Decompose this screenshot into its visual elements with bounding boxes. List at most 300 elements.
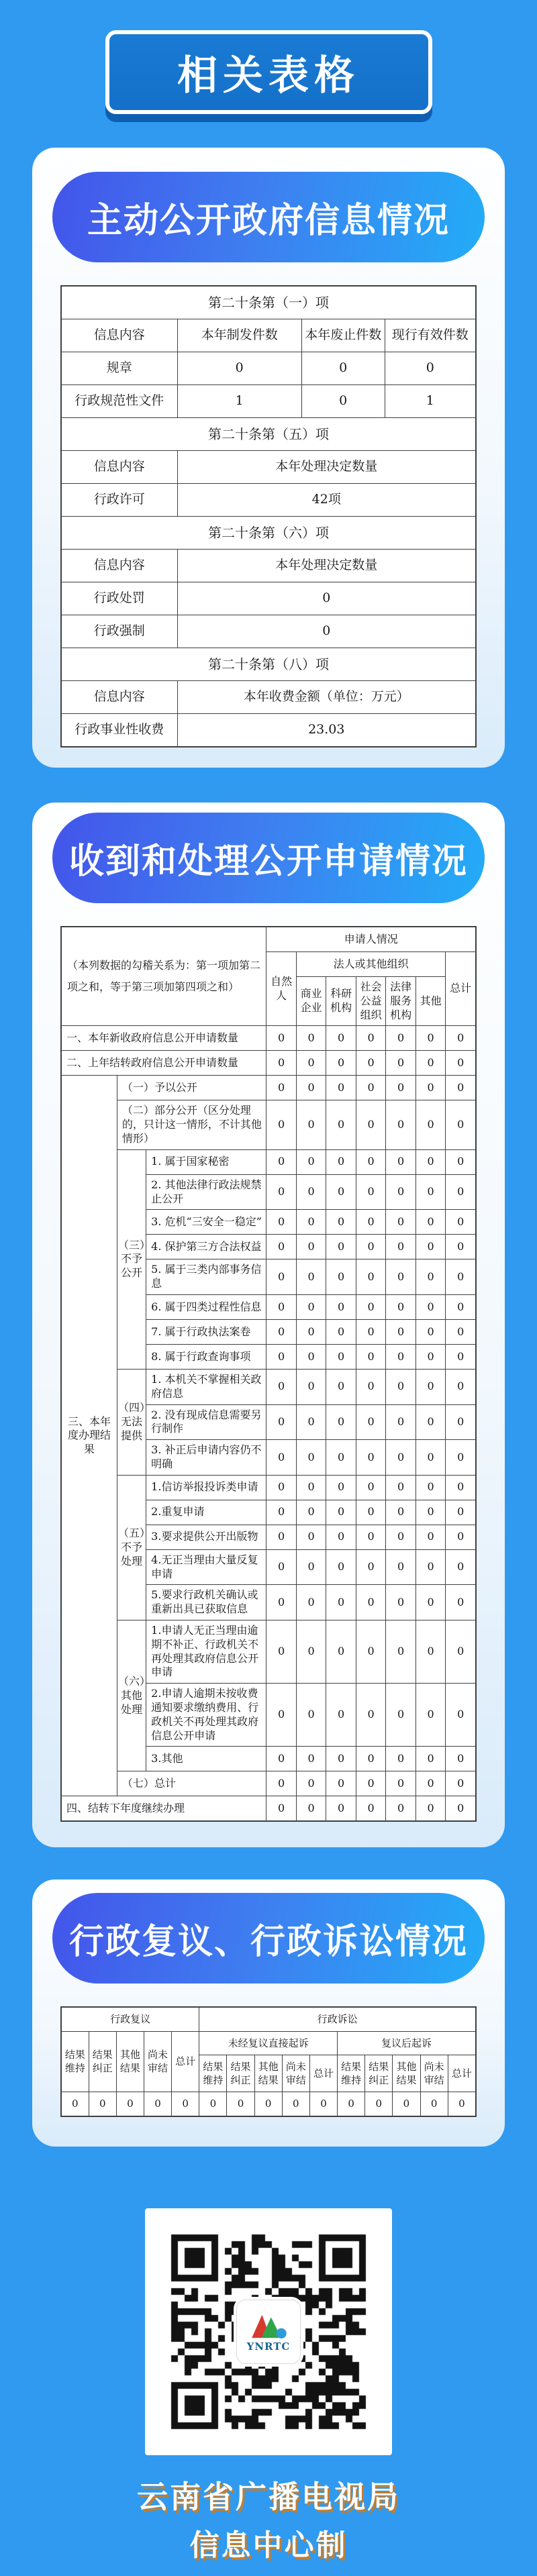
label-cell: 5. 属于三类内部事务信息 xyxy=(146,1259,266,1295)
label-cell: 7. 属于行政执法案卷 xyxy=(146,1319,266,1344)
value-cell: 0 xyxy=(416,1525,445,1549)
value-cell: 0 xyxy=(296,1259,326,1295)
value-cell: 0 xyxy=(386,1620,416,1683)
qr-code-box xyxy=(145,2208,392,2455)
value-cell: 0 xyxy=(386,1051,416,1076)
table-row xyxy=(61,319,476,352)
value-cell: 0 xyxy=(416,1475,445,1500)
value-cell: 0 xyxy=(326,1549,356,1585)
value-cell: 0 xyxy=(326,1149,356,1174)
value-cell: 0 xyxy=(420,2092,448,2116)
value-cell: 0 xyxy=(296,1235,326,1259)
value-cell: 0 xyxy=(446,1294,476,1319)
value-cell: 0 xyxy=(326,1076,356,1100)
value-cell: 0 xyxy=(356,1475,385,1500)
header-cell: 行政诉讼 xyxy=(199,2007,476,2031)
value-cell: 0 xyxy=(266,1174,296,1210)
header-cell: 本年处理决定数量 xyxy=(177,451,476,484)
label-cell: 行政强制 xyxy=(61,615,177,648)
section-review-litigation xyxy=(32,1879,505,2146)
value-cell: 0 xyxy=(446,1796,476,1822)
header-cell: 本年废止件数 xyxy=(301,319,385,352)
value-cell: 0 xyxy=(301,352,385,385)
value-cell: 0 xyxy=(326,1525,356,1549)
value-cell: 0 xyxy=(266,1319,296,1344)
value-cell: 0 xyxy=(356,1620,385,1683)
value-cell: 0 xyxy=(386,1235,416,1259)
header-cell: 法律服务机构 xyxy=(386,977,416,1026)
table-row xyxy=(61,615,476,648)
value-cell: 0 xyxy=(416,1500,445,1525)
value-cell: 0 xyxy=(296,1174,326,1210)
value-cell: 0 xyxy=(446,1259,476,1295)
table-row xyxy=(61,1149,476,1174)
value-cell: 0 xyxy=(446,1235,476,1259)
value-cell: 0 xyxy=(266,1475,296,1500)
label-cell: （二）部分公开（区分处理的，只计这一情形，不计其他情形） xyxy=(117,1100,266,1149)
value-cell: 0 xyxy=(416,1344,445,1369)
value-cell: 0 xyxy=(416,1585,445,1620)
value-cell: 0 xyxy=(416,1549,445,1585)
header-cell: 结果维持 xyxy=(199,2055,227,2092)
value-cell: 0 xyxy=(365,2092,393,2116)
value-cell: 0 xyxy=(356,1100,385,1149)
header-cell: 第二十条第（六）项 xyxy=(61,517,476,550)
value-cell: 0 xyxy=(296,1149,326,1174)
value-cell: 0 xyxy=(356,1440,385,1476)
value-cell: 0 xyxy=(266,1500,296,1525)
value-cell: 0 xyxy=(296,1771,326,1796)
value-cell: 0 xyxy=(356,1076,385,1100)
label-cell: 4. 保护第三方合法权益 xyxy=(146,1235,266,1259)
value-cell: 0 xyxy=(386,1344,416,1369)
value-cell: 0 xyxy=(393,2092,420,2116)
value-cell: 0 xyxy=(446,1369,476,1404)
value-cell: 0 xyxy=(385,352,476,385)
label-cell: 二、上年结转政府信息公开申请数量 xyxy=(61,1051,266,1076)
value-cell: 0 xyxy=(386,1026,416,1051)
value-cell: 0 xyxy=(416,1210,445,1235)
table-row xyxy=(61,2031,476,2055)
value-cell: 0 xyxy=(356,1525,385,1549)
header-cell: 第二十条第（一）项 xyxy=(61,286,476,319)
value-cell: 0 xyxy=(416,1174,445,1210)
value-cell: 23.03 xyxy=(177,714,476,748)
value-cell: 0 xyxy=(301,385,385,418)
value-cell: 0 xyxy=(446,1404,476,1440)
value-cell: 0 xyxy=(416,1076,445,1100)
label-cell: 1.申请人无正当理由逾期不补正、行政机关不再处理其政府信息公开申请 xyxy=(146,1620,266,1683)
value-cell: 0 xyxy=(296,1747,326,1771)
value-cell: 0 xyxy=(356,1684,385,1747)
value-cell: 0 xyxy=(386,1369,416,1404)
table-review-litigation xyxy=(52,2006,485,2116)
table-row xyxy=(61,550,476,582)
value-cell: 0 xyxy=(356,1026,385,1051)
value-cell: 0 xyxy=(266,1440,296,1476)
table-row xyxy=(61,2007,476,2031)
value-cell: 1 xyxy=(385,385,476,418)
value-cell: 0 xyxy=(266,1404,296,1440)
label-cell: 3.要求提供公开出版物 xyxy=(146,1525,266,1549)
value-cell: 0 xyxy=(326,1585,356,1620)
value-cell: 0 xyxy=(356,1747,385,1771)
value-cell: 0 xyxy=(446,1051,476,1076)
value-cell: 0 xyxy=(386,1475,416,1500)
label-cell: 3. 危机“三安全一稳定” xyxy=(146,1210,266,1235)
section-heading-proactive-disclosure: 主动公开政府信息情况 xyxy=(52,172,485,262)
value-cell: 0 xyxy=(326,1404,356,1440)
section-proactive-disclosure xyxy=(32,148,505,768)
value-cell: 0 xyxy=(386,1210,416,1235)
value-cell: 0 xyxy=(446,1525,476,1549)
table-row xyxy=(61,352,476,385)
value-cell: 0 xyxy=(326,1026,356,1051)
value-cell: 0 xyxy=(296,1051,326,1076)
header-cell: 其他 xyxy=(416,977,445,1026)
header-cell: 结果纠正 xyxy=(227,2055,254,2092)
value-cell: 0 xyxy=(386,1771,416,1796)
label-cell: 8. 属于行政查询事项 xyxy=(146,1344,266,1369)
value-cell: 0 xyxy=(446,1210,476,1235)
table-row xyxy=(61,927,476,952)
table-row xyxy=(61,1100,476,1149)
value-cell: 0 xyxy=(199,2092,227,2116)
header-cell: 行政复议 xyxy=(61,2007,199,2031)
value-cell: 0 xyxy=(172,2092,199,2116)
value-cell: 0 xyxy=(386,1796,416,1822)
table-row xyxy=(61,451,476,484)
value-cell: 0 xyxy=(266,1259,296,1295)
table-proactive-disclosure xyxy=(52,285,485,748)
header-cell: 法人或其他组织 xyxy=(296,952,445,977)
value-cell: 0 xyxy=(177,352,301,385)
value-cell: 0 xyxy=(356,1404,385,1440)
header-cell: 尚未审结 xyxy=(420,2055,448,2092)
label-cell: 1.信访举报投诉类申请 xyxy=(146,1475,266,1500)
value-cell: 0 xyxy=(326,1259,356,1295)
value-cell: 0 xyxy=(416,1026,445,1051)
label-cell: 行政规范性文件 xyxy=(61,385,177,418)
value-cell: 0 xyxy=(266,1076,296,1100)
value-cell: 0 xyxy=(386,1259,416,1295)
label-cell: 2. 其他法律行政法规禁止公开 xyxy=(146,1174,266,1210)
table-application-handling xyxy=(52,926,485,1822)
label-cell: 2. 没有现成信息需要另行制作 xyxy=(146,1404,266,1440)
value-cell: 0 xyxy=(227,2092,254,2116)
label-cell: 1. 属于国家秘密 xyxy=(146,1149,266,1174)
header-cell: 复议后起诉 xyxy=(338,2031,476,2055)
footer-line2: 信息中心制 xyxy=(189,2528,348,2563)
value-cell: 0 xyxy=(326,1369,356,1404)
value-cell: 0 xyxy=(416,1796,445,1822)
header-cell: 其他结果 xyxy=(393,2055,420,2092)
label-cell: 1. 本机关不掌握相关政府信息 xyxy=(146,1369,266,1404)
header-cell: 本年收费金额（单位：万元） xyxy=(177,681,476,714)
value-cell: 0 xyxy=(266,1684,296,1747)
header-cell: 第二十条第（八）项 xyxy=(61,648,476,681)
value-cell: 0 xyxy=(177,582,476,615)
header-cell: 总计 xyxy=(446,952,476,1026)
value-cell: 0 xyxy=(296,1100,326,1149)
header-cell: 信息内容 xyxy=(61,681,177,714)
value-cell: 0 xyxy=(266,1369,296,1404)
qr-logo-text: YNRTC xyxy=(246,2340,291,2353)
value-cell: 0 xyxy=(386,1549,416,1585)
value-cell: 0 xyxy=(61,2092,89,2116)
value-cell: 0 xyxy=(177,615,476,648)
value-cell: 0 xyxy=(326,1319,356,1344)
header-cell: 尚未审结 xyxy=(144,2031,171,2092)
value-cell: 0 xyxy=(416,1620,445,1683)
label-cell: 行政许可 xyxy=(61,484,177,517)
value-cell: 0 xyxy=(296,1796,326,1822)
value-cell: 0 xyxy=(296,1344,326,1369)
value-cell: 0 xyxy=(326,1051,356,1076)
value-cell: 0 xyxy=(386,1500,416,1525)
label-cell: 2.申请人逾期未按收费通知要求缴纳费用、行政机关不再处理其政府信息公开申请 xyxy=(146,1684,266,1747)
value-cell: 0 xyxy=(326,1771,356,1796)
table-row xyxy=(61,385,476,418)
value-cell: 0 xyxy=(266,1026,296,1051)
value-cell: 0 xyxy=(296,1620,326,1683)
table-row xyxy=(61,1796,476,1822)
value-cell: 0 xyxy=(446,1026,476,1051)
value-cell: 0 xyxy=(254,2092,282,2116)
value-cell: 0 xyxy=(356,1344,385,1369)
header-cell: 信息内容 xyxy=(61,319,177,352)
value-cell: 0 xyxy=(446,1174,476,1210)
value-cell: 0 xyxy=(266,1771,296,1796)
value-cell: 0 xyxy=(356,1585,385,1620)
value-cell: 0 xyxy=(296,1294,326,1319)
label-cell: 三、本年度办理结果 xyxy=(61,1076,117,1796)
header-cell: 申请人情况 xyxy=(266,927,476,952)
header-cell: 社会公益组织 xyxy=(356,977,385,1026)
value-cell: 0 xyxy=(326,1100,356,1149)
table-row xyxy=(61,286,476,319)
label-cell: 3.其他 xyxy=(146,1747,266,1771)
value-cell: 0 xyxy=(386,1525,416,1549)
label-cell: 3. 补正后申请内容仍不明确 xyxy=(146,1440,266,1476)
value-cell: 0 xyxy=(326,1440,356,1476)
value-cell: 0 xyxy=(416,1440,445,1476)
value-cell: 0 xyxy=(326,1475,356,1500)
header-cell: 自然人 xyxy=(266,952,296,1026)
value-cell: 0 xyxy=(416,1684,445,1747)
value-cell: 0 xyxy=(446,1076,476,1100)
value-cell: 0 xyxy=(309,2092,337,2116)
report-table xyxy=(60,2006,477,2116)
table-row xyxy=(61,582,476,615)
value-cell: 0 xyxy=(296,1475,326,1500)
value-cell: 0 xyxy=(386,1174,416,1210)
header-cell: 总计 xyxy=(448,2055,476,2092)
value-cell: 0 xyxy=(446,1319,476,1344)
label-cell: 规章 xyxy=(61,352,177,385)
value-cell: 0 xyxy=(416,1051,445,1076)
value-cell: 0 xyxy=(266,1796,296,1822)
value-cell: 0 xyxy=(416,1149,445,1174)
value-cell: 0 xyxy=(416,1404,445,1440)
value-cell: 0 xyxy=(326,1684,356,1747)
value-cell: 0 xyxy=(326,1235,356,1259)
value-cell: 0 xyxy=(416,1771,445,1796)
value-cell: 0 xyxy=(266,1051,296,1076)
table-row xyxy=(61,1051,476,1076)
value-cell: 0 xyxy=(282,2092,309,2116)
value-cell: 0 xyxy=(266,1525,296,1549)
section-application-handling xyxy=(32,803,505,1847)
value-cell: 0 xyxy=(326,1294,356,1319)
value-cell: 0 xyxy=(326,1747,356,1771)
table-row xyxy=(61,1771,476,1796)
table-row xyxy=(61,1475,476,1500)
report-table xyxy=(60,926,477,1822)
value-cell: 0 xyxy=(416,1294,445,1319)
value-cell: 0 xyxy=(296,1026,326,1051)
value-cell: 0 xyxy=(446,1620,476,1683)
header-cell: 信息内容 xyxy=(61,550,177,582)
value-cell: 0 xyxy=(446,1100,476,1149)
value-cell: 0 xyxy=(356,1796,385,1822)
table-row xyxy=(61,1026,476,1051)
value-cell: 0 xyxy=(446,1500,476,1525)
value-cell: 0 xyxy=(356,1294,385,1319)
value-cell: 0 xyxy=(446,1585,476,1620)
table-row xyxy=(61,1369,476,1404)
value-cell: 0 xyxy=(386,1100,416,1149)
report-table xyxy=(60,285,477,748)
table-row xyxy=(61,484,476,517)
label-cell: （本列数据的勾稽关系为：第一项加第二项之和，等于第三项加第四项之和） xyxy=(61,927,266,1026)
label-cell: 5.要求行政机关确认或重新出具已获取信息 xyxy=(146,1585,266,1620)
header-cell: 未经复议直接起诉 xyxy=(199,2031,338,2055)
value-cell: 42项 xyxy=(177,484,476,517)
value-cell: 0 xyxy=(386,1149,416,1174)
value-cell: 0 xyxy=(356,1259,385,1295)
value-cell: 0 xyxy=(266,1149,296,1174)
header-cell: 结果纠正 xyxy=(365,2055,393,2092)
value-cell: 0 xyxy=(446,1149,476,1174)
value-cell: 0 xyxy=(266,1210,296,1235)
value-cell: 0 xyxy=(416,1319,445,1344)
value-cell: 0 xyxy=(326,1500,356,1525)
label-cell: 一、本年新收政府信息公开申请数量 xyxy=(61,1026,266,1051)
value-cell: 1 xyxy=(177,385,301,418)
value-cell: 0 xyxy=(356,1210,385,1235)
page-title-plaque xyxy=(105,30,432,114)
value-cell: 0 xyxy=(416,1100,445,1149)
footer-credit xyxy=(0,2473,537,2564)
value-cell: 0 xyxy=(326,1620,356,1683)
value-cell: 0 xyxy=(356,1500,385,1525)
value-cell: 0 xyxy=(416,1369,445,1404)
table-row xyxy=(61,648,476,681)
value-cell: 0 xyxy=(296,1585,326,1620)
header-cell: 本年处理决定数量 xyxy=(177,550,476,582)
table-row xyxy=(61,2092,476,2116)
value-cell: 0 xyxy=(266,1100,296,1149)
footer-line1: 云南省广播电视局 xyxy=(137,2478,400,2515)
value-cell: 0 xyxy=(89,2092,116,2116)
value-cell: 0 xyxy=(386,1684,416,1747)
broadcaster-logo-icon xyxy=(249,2311,288,2339)
table-row xyxy=(61,1076,476,1100)
header-cell: 本年制发件数 xyxy=(177,319,301,352)
qr-center-logo xyxy=(236,2300,301,2364)
value-cell: 0 xyxy=(446,1475,476,1500)
value-cell: 0 xyxy=(296,1549,326,1585)
section-heading-application-handling: 收到和处理公开申请情况 xyxy=(52,813,485,903)
value-cell: 0 xyxy=(296,1525,326,1549)
value-cell: 0 xyxy=(296,1319,326,1344)
value-cell: 0 xyxy=(446,1549,476,1585)
value-cell: 0 xyxy=(386,1747,416,1771)
value-cell: 0 xyxy=(266,1585,296,1620)
label-cell: 行政事业性收费 xyxy=(61,714,177,748)
table-row xyxy=(61,1620,476,1683)
table-row xyxy=(61,681,476,714)
label-cell: 四、结转下年度继续办理 xyxy=(61,1796,266,1822)
value-cell: 0 xyxy=(296,1210,326,1235)
value-cell: 0 xyxy=(326,1796,356,1822)
label-cell: （六）其他处理 xyxy=(117,1620,146,1771)
header-cell: 总计 xyxy=(309,2055,337,2092)
value-cell: 0 xyxy=(446,1771,476,1796)
table-row xyxy=(61,517,476,550)
value-cell: 0 xyxy=(144,2092,171,2116)
header-cell: 科研机构 xyxy=(326,977,356,1026)
value-cell: 0 xyxy=(296,1369,326,1404)
label-cell: （四）无法提供 xyxy=(117,1369,146,1475)
value-cell: 0 xyxy=(266,1344,296,1369)
header-cell: 结果维持 xyxy=(61,2031,89,2092)
value-cell: 0 xyxy=(356,1369,385,1404)
value-cell: 0 xyxy=(326,1210,356,1235)
value-cell: 0 xyxy=(338,2092,365,2116)
header-cell: 现行有效件数 xyxy=(385,319,476,352)
value-cell: 0 xyxy=(356,1051,385,1076)
value-cell: 0 xyxy=(446,1684,476,1747)
header-cell: 结果纠正 xyxy=(89,2031,116,2092)
value-cell: 0 xyxy=(386,1585,416,1620)
value-cell: 0 xyxy=(266,1620,296,1683)
label-cell: 行政处罚 xyxy=(61,582,177,615)
label-cell: （五）不予处理 xyxy=(117,1475,146,1620)
value-cell: 0 xyxy=(326,1344,356,1369)
table-row xyxy=(61,418,476,451)
value-cell: 0 xyxy=(446,1440,476,1476)
header-cell: 信息内容 xyxy=(61,451,177,484)
header-cell: 尚未审结 xyxy=(282,2055,309,2092)
value-cell: 0 xyxy=(386,1076,416,1100)
header-cell: 总计 xyxy=(172,2031,199,2092)
header-cell: 第二十条第（五）项 xyxy=(61,418,476,451)
page-title: 相关表格 xyxy=(177,52,360,99)
value-cell: 0 xyxy=(296,1500,326,1525)
value-cell: 0 xyxy=(296,1076,326,1100)
value-cell: 0 xyxy=(356,1771,385,1796)
value-cell: 0 xyxy=(356,1319,385,1344)
table-row xyxy=(61,714,476,748)
value-cell: 0 xyxy=(448,2092,476,2116)
value-cell: 0 xyxy=(266,1235,296,1259)
value-cell: 0 xyxy=(296,1684,326,1747)
value-cell: 0 xyxy=(326,1174,356,1210)
header-cell: 结果维持 xyxy=(338,2055,365,2092)
value-cell: 0 xyxy=(386,1404,416,1440)
